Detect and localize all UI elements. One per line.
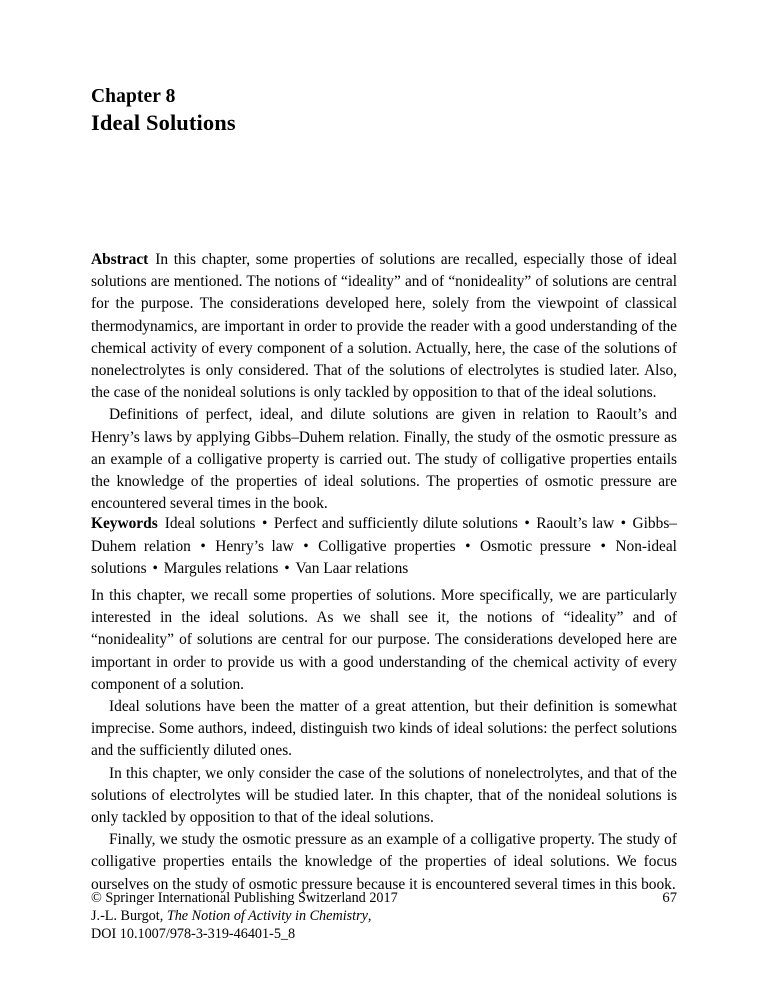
keyword-item: Henry’s law (215, 537, 294, 555)
keyword-separator-icon: • (280, 559, 294, 577)
keyword-item: Perfect and sufficiently dilute solutions (273, 515, 518, 533)
citation-book-title: The Notion of Activity in Chemistry (166, 907, 368, 924)
page-number: 67 (662, 890, 677, 906)
abstract-label: Abstract (91, 251, 149, 268)
keywords-list (91, 515, 677, 576)
page-title: Ideal Solutions (91, 110, 236, 135)
abstract-paragraph-2: Definitions of perfect, ideal, and dilute solutions are given in relation to Raoult’s and Henry’s laws by applying Gibbs–Duhem relation. Finally, the study of the osmotic pressure as an example of a colligative property is carried out. The study of colligative properties entails the knowledge of the properties of ideal solutions. The properties of osmotic pressure are encountered several times in the book. (91, 406, 677, 513)
keyword-separator-icon: • (519, 515, 535, 533)
keywords-paragraph (91, 513, 677, 580)
chapter-number: Chapter 8 (91, 86, 176, 107)
abstract-paragraph-1 (91, 249, 677, 404)
keyword-separator-icon: • (457, 537, 479, 555)
keyword-item: Osmotic pressure (480, 537, 591, 555)
footer-first-row (91, 890, 677, 908)
keywords-label: Keywords (91, 515, 158, 533)
keyword-separator-icon: • (257, 515, 272, 533)
chapter-heading (91, 84, 677, 136)
body-paragraph-3: In this chapter, we only consider the case of the solutions of nonelectrolytes, and that of the solutions of electrolytes will be studied later. In this chapter, that of the nonideal solutions is only tackled by opposition to that of the ideal solutions. (91, 764, 677, 827)
keyword-separator-icon: • (295, 537, 317, 555)
page-footer (91, 890, 677, 943)
keyword-separator-icon: • (592, 537, 614, 555)
abstract-section (91, 249, 677, 515)
body-paragraph-2: Ideal solutions have been the matter of a great attention, but their definition is somewhat imprecise. Some authors, indeed, distinguish two kinds of ideal solutions: the perfect solutions and the sufficiently diluted ones. (91, 698, 677, 760)
keyword-item: Ideal solutions (164, 515, 256, 533)
keyword-separator-icon: • (616, 515, 631, 533)
keyword-item: Van Laar relations (295, 559, 409, 577)
keyword-item: Gibbs–Duhem relation (91, 515, 677, 555)
body-paragraph-4: Finally, we study the osmotic pressure as an example of a colligative property. The study of colligative properties entails the knowledge of the properties of ideal solutions. We focus ourselves on the study of osmotic pressure because it is encountered several times in this book. (91, 831, 677, 893)
citation-book-title-trailing: , (367, 907, 372, 924)
body-paragraph-1: In this chapter, we recall some properties of solutions. More specifically, we are particularly interested in the ideal solutions. As we shall see it, the notions of “ideality” and of “nonideality” of solutions are central for our purpose. The considerations developed here are important in order to provide us with a good understanding of the chemical activity of every component of a solution. (91, 587, 677, 693)
abstract-paragraph-1-text: In this chapter, some properties of solutions are recalled, especially those of ideal solutions are mentioned. The notions of “ideality” and of “nonideality” of solutions are central for the purpose. The considerations developed here, solely from the viewpoint of classical thermodynamics, are important in order to provide the reader with a good understanding of the chemical activity of every component of a solution. Actually, here, the case of the solutions of nonelectrolytes is only considered. That of the solutions of electrolytes is studied later. Also, the case of the nonideal solutions is only tackled by opposition to that of the ideal solutions. (91, 251, 677, 402)
keyword-separator-icon: • (148, 559, 162, 577)
keyword-item: Non-ideal solutions (91, 537, 677, 577)
keywords-section (91, 498, 677, 595)
copyright-line: © Springer International Publishing Switzerland 2017 (91, 890, 398, 906)
body-text (91, 585, 677, 896)
doi-line: DOI 10.1007/978-3-319-46401-5_8 (91, 925, 296, 942)
keyword-separator-icon: • (192, 537, 214, 555)
citation-line (91, 908, 677, 926)
citation-author: J.-L. Burgot, (91, 907, 164, 924)
keyword-item: Colligative properties (318, 537, 456, 555)
keyword-item: Raoult’s law (536, 515, 615, 533)
keyword-item: Margules relations (163, 559, 279, 577)
